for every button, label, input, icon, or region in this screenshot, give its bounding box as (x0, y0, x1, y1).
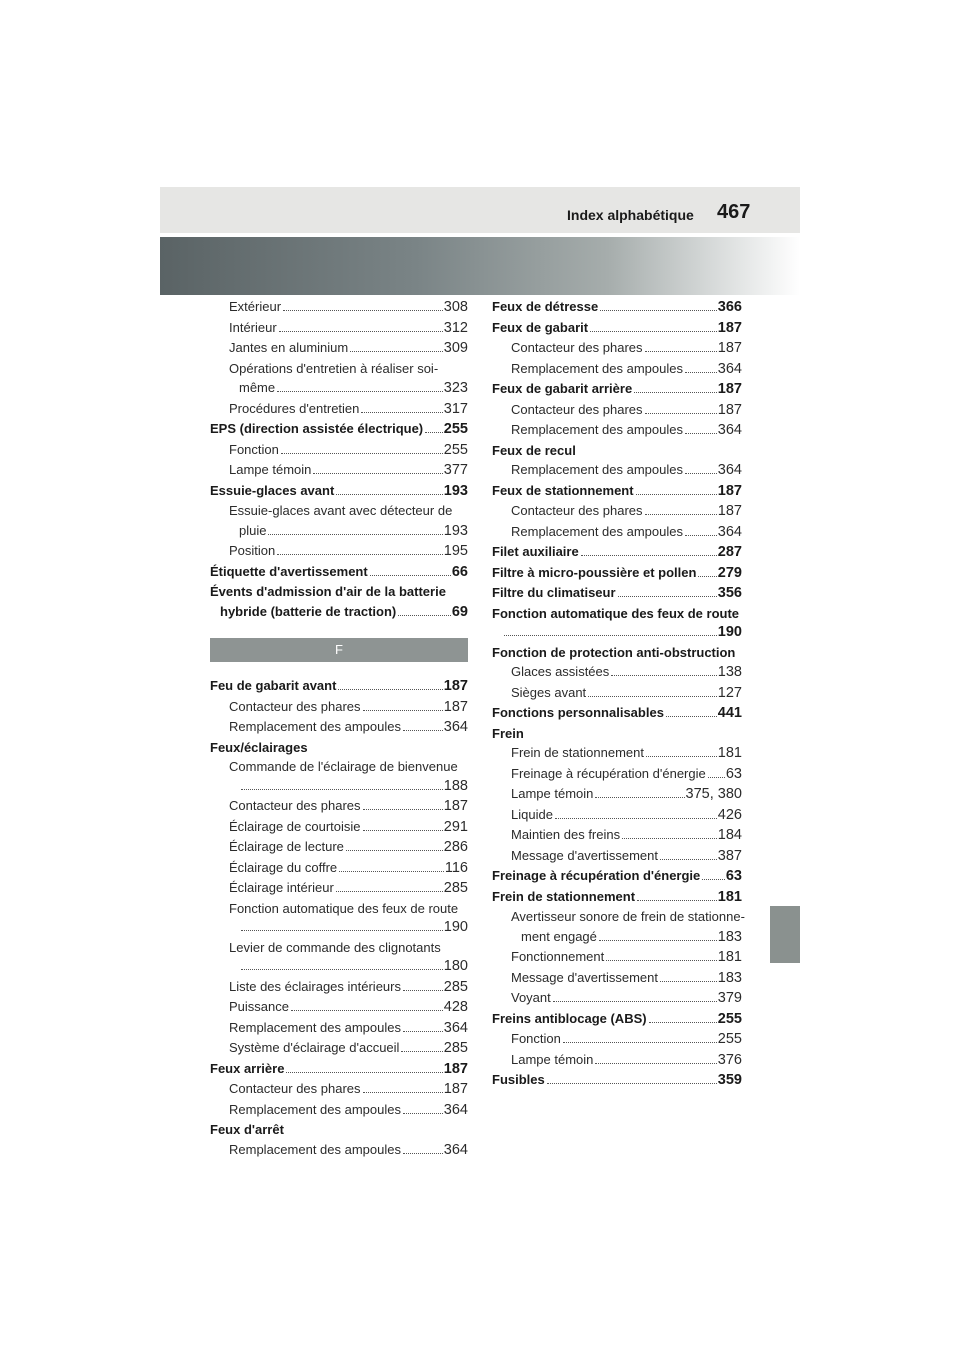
page-reference: 190 (443, 919, 468, 935)
dot-leader (660, 981, 717, 982)
index-entry (492, 866, 742, 887)
index-entry (492, 1009, 742, 1030)
entry-label: Fusibles (492, 1070, 546, 1090)
dot-leader (698, 576, 716, 577)
entry-label: Éclairage intérieur (229, 878, 335, 898)
page-reference: 308 (443, 299, 468, 315)
page-reference: 187 (443, 798, 468, 814)
index-subentry (210, 837, 468, 858)
index-subentry (210, 359, 468, 379)
dot-leader (363, 1092, 443, 1093)
entry-label: Contacteur des phares (229, 1079, 362, 1099)
page-reference: 180 (443, 958, 468, 974)
dot-leader (553, 1001, 717, 1002)
dot-leader (286, 1072, 442, 1073)
page-reference: 187 (443, 1060, 468, 1077)
entry-label: Lampe témoin (511, 1050, 594, 1070)
index-subentry (210, 977, 468, 998)
dot-leader (611, 675, 717, 676)
dot-leader (685, 372, 717, 373)
dot-leader (636, 494, 717, 495)
index-subentry (492, 522, 742, 543)
entry-label: Voyant (511, 988, 552, 1008)
index-entry (492, 379, 742, 400)
dot-leader (403, 1031, 443, 1032)
index-subentry (210, 899, 468, 919)
index-subentry (492, 662, 742, 683)
dot-leader (666, 716, 717, 717)
index-subentry (492, 338, 742, 359)
page-reference: 66 (451, 563, 468, 580)
index-subentry (492, 825, 742, 846)
index-subentry (492, 846, 742, 867)
index-subentry (492, 1050, 742, 1071)
entry-label: Feux/éclairages (210, 739, 308, 755)
entry-label: Étiquette d'avertissement (210, 562, 369, 582)
page-reference: 63 (725, 868, 742, 884)
entry-label: hybride (batterie de traction) (220, 602, 397, 622)
entry-label: Frein de stationnement (511, 743, 645, 763)
entry-label: Intérieur (229, 318, 278, 338)
page-reference: 255 (443, 441, 468, 458)
page-reference: 375, 380 (685, 786, 742, 802)
dot-leader (504, 635, 717, 636)
page-reference: 255 (717, 1010, 742, 1027)
entry-label: Remplacement des ampoules (511, 522, 684, 542)
page-reference: 138 (717, 664, 742, 680)
dot-leader (241, 789, 443, 790)
index-subentry (210, 440, 468, 461)
entry-label: Fonction automatique des feux de route (229, 900, 459, 916)
page-reference: 287 (717, 544, 742, 560)
entry-label: ment engagé (521, 927, 598, 947)
entry-label: Sièges avant (511, 683, 587, 703)
header-gradient-band (160, 237, 800, 295)
index-subentry (492, 400, 742, 421)
index-subentry (492, 805, 742, 826)
entry-label: Système d'éclairage d'accueil (229, 1038, 400, 1058)
index-subentry (210, 997, 468, 1018)
dot-leader (277, 554, 443, 555)
dot-leader (336, 494, 443, 495)
entry-label: Freins antiblocage (ABS) (492, 1009, 648, 1029)
index-subentry (492, 359, 742, 380)
entry-label: Éclairage du coffre (229, 858, 338, 878)
entry-label: Fonction (229, 440, 280, 460)
page-reference: 188 (443, 777, 468, 794)
index-subentry (210, 858, 468, 879)
page-reference: 183 (717, 969, 742, 986)
index-entry (210, 582, 468, 602)
entry-label: Commande de l'éclairage de bienvenue (229, 759, 458, 774)
page-reference: 364 (443, 1141, 468, 1158)
index-entry (492, 724, 742, 744)
page-reference: 364 (443, 719, 468, 735)
entry-label: Éclairage de lecture (229, 837, 345, 857)
index-entry (492, 318, 742, 339)
index-entry (210, 1059, 468, 1080)
entry-label: Message d'avertissement (511, 846, 659, 866)
entry-label: même (239, 378, 276, 398)
page-reference: 255 (717, 1031, 742, 1047)
page-reference: 116 (444, 859, 468, 876)
entry-label: Avertisseur sonore de frein de stationne- (511, 909, 745, 924)
page-reference: 285 (443, 1040, 468, 1056)
dot-leader (363, 809, 443, 810)
page-reference: 183 (717, 928, 742, 945)
page-reference: 187 (717, 319, 742, 336)
page-reference: 309 (443, 340, 468, 356)
page-reference: 286 (443, 839, 468, 855)
index-entry (492, 441, 742, 461)
entry-label: Feux arrière (210, 1059, 285, 1079)
entry-label: Lampe témoin (229, 460, 312, 480)
dot-leader (401, 1051, 442, 1052)
page-reference: 291 (443, 818, 468, 835)
index-entry (210, 602, 468, 623)
entry-label: Filtre à micro-poussière et pollen (492, 563, 697, 583)
index-entry (492, 563, 742, 584)
index-entry (210, 419, 468, 440)
dot-leader (338, 689, 442, 690)
index-subentry (492, 784, 742, 805)
index-subentry (492, 501, 742, 522)
page-reference: 317 (443, 400, 468, 417)
dot-leader (685, 535, 717, 536)
index-subentry (492, 947, 742, 968)
dot-leader (403, 990, 443, 991)
page-reference: 364 (717, 523, 742, 540)
entry-label: Éclairage de courtoisie (229, 817, 362, 837)
dot-leader (361, 412, 442, 413)
dot-leader (645, 514, 717, 515)
page-reference: 187 (443, 698, 468, 715)
page-reference: 387 (717, 847, 742, 864)
index-entry (210, 481, 468, 502)
index-entry (492, 1070, 742, 1091)
index-entry (492, 481, 742, 502)
entry-label: Filtre du climatiseur (492, 583, 617, 603)
entry-label: Essuie-glaces avant avec détecteur de (229, 503, 453, 518)
page-reference: 187 (717, 381, 742, 397)
index-subentry (492, 988, 742, 1009)
page-reference: 181 (717, 888, 742, 905)
index-column-right (492, 297, 745, 1091)
entry-label: Extérieur (229, 297, 282, 317)
entry-label: Fonction automatique des feux de route (492, 605, 740, 621)
entry-label: Jantes en aluminium (229, 338, 349, 358)
index-subentry (210, 318, 468, 339)
index-entry (492, 297, 742, 318)
dot-leader (363, 710, 443, 711)
dot-leader (277, 391, 443, 392)
entry-label: pluie (239, 521, 267, 541)
entry-label: Procédures d'entretien (229, 399, 360, 419)
page-reference: 323 (443, 380, 468, 396)
entry-label: Remplacement des ampoules (511, 420, 684, 440)
dot-leader (685, 433, 717, 434)
entry-label: Message d'avertissement (511, 968, 659, 988)
index-subentry (210, 460, 468, 481)
dot-leader (339, 871, 444, 872)
entry-label: Freinage à récupération d'énergie (511, 764, 707, 784)
index-subentry (210, 297, 468, 318)
entry-label: Opérations d'entretien à réaliser soi- (229, 360, 439, 376)
entry-label: Feux de stationnement (492, 481, 635, 501)
index-subentry (492, 460, 742, 481)
dot-leader (702, 879, 725, 880)
index-subentry (210, 697, 468, 718)
page-reference: 426 (717, 806, 742, 823)
page-reference: 193 (443, 522, 468, 539)
page-reference: 379 (717, 990, 742, 1006)
index-subentry (492, 927, 742, 948)
index-entry (492, 583, 742, 604)
page-reference: 255 (443, 421, 468, 437)
page-reference: 181 (717, 745, 742, 761)
entry-label: Frein (492, 725, 524, 741)
entry-label: Remplacement des ampoules (229, 1018, 402, 1038)
page-reference: 127 (717, 684, 742, 701)
dot-leader (425, 432, 443, 433)
dot-leader (313, 473, 442, 474)
index-subentry (210, 796, 468, 817)
entry-label: Filet auxiliaire (492, 542, 580, 562)
entry-label: Fonction (511, 1029, 562, 1049)
page-reference: 187 (717, 340, 742, 356)
page-reference: 364 (443, 1019, 468, 1036)
dot-leader (398, 615, 451, 616)
entry-label: Remplacement des ampoules (511, 460, 684, 480)
page-reference: 181 (717, 949, 742, 965)
dot-leader (241, 930, 443, 931)
page-reference: 195 (443, 543, 468, 559)
entry-label: Contacteur des phares (229, 697, 362, 717)
index-subentry (210, 717, 468, 738)
dot-leader (708, 777, 725, 778)
entry-label: Contacteur des phares (511, 400, 644, 420)
entry-label: Lampe témoin (511, 784, 594, 804)
index-subentry (492, 683, 742, 704)
dot-leader (241, 969, 443, 970)
entry-label: Contacteur des phares (229, 796, 362, 816)
page-number: 467 (717, 201, 751, 223)
header-band (160, 187, 800, 233)
index-subentry (210, 501, 468, 521)
dot-leader (606, 960, 717, 961)
entry-label: Freinage à récupération d'énergie (492, 866, 701, 886)
dot-leader (283, 310, 443, 311)
section-header: F (210, 638, 468, 662)
index-subentry (492, 907, 745, 927)
dot-leader (646, 756, 717, 757)
index-entry (492, 703, 742, 724)
index-subentry (210, 338, 468, 359)
entry-label: Position (229, 541, 276, 561)
page-reference: 359 (717, 1072, 742, 1088)
index-subentry (210, 757, 468, 777)
entry-label: Remplacement des ampoules (229, 1100, 402, 1120)
index-entry (492, 542, 742, 563)
index-subentry (210, 878, 468, 899)
entry-label: EPS (direction assistée électrique) (210, 419, 424, 439)
dot-leader (649, 1022, 717, 1023)
entry-label: Remplacement des ampoules (229, 717, 402, 737)
page-reference: 377 (443, 462, 468, 478)
index-entry (492, 643, 742, 663)
entry-label: Liste des éclairages intérieurs (229, 977, 402, 997)
index-subentry (210, 1038, 468, 1059)
index-entry (210, 738, 468, 758)
page-reference: 190 (717, 624, 742, 640)
page-reference: 187 (717, 482, 742, 499)
dot-leader (645, 413, 717, 414)
index-subentry (210, 1079, 468, 1100)
index-entry (492, 887, 742, 908)
dot-leader (336, 891, 443, 892)
entry-label: Feux de recul (492, 442, 576, 458)
index-subentry (210, 1018, 468, 1039)
page-reference: 312 (443, 319, 468, 336)
entry-label: Remplacement des ampoules (229, 1140, 402, 1160)
entry-label: Feux de gabarit arrière (492, 379, 633, 399)
dot-leader (403, 1113, 443, 1114)
page-reference: 69 (451, 603, 468, 620)
page-reference: 364 (717, 422, 742, 438)
index-subentry (210, 918, 468, 938)
index-entry (210, 562, 468, 583)
dot-leader (685, 473, 717, 474)
index-subentry (210, 399, 468, 420)
index-entry (492, 623, 742, 643)
index-entry (210, 1120, 468, 1140)
page-reference: 376 (717, 1051, 742, 1068)
dot-leader (555, 818, 717, 819)
index-subentry (210, 938, 468, 958)
dot-leader (363, 830, 443, 831)
entry-label: Maintien des freins (511, 825, 621, 845)
entry-label: Frein de stationnement (492, 887, 636, 907)
dot-leader (588, 696, 717, 697)
dot-leader (563, 1042, 717, 1043)
entry-label: Feux d'arrêt (210, 1122, 284, 1137)
dot-leader (547, 1083, 717, 1084)
index-subentry (492, 1029, 742, 1050)
dot-leader (346, 850, 443, 851)
index-column-left (210, 297, 468, 1160)
side-tab-marker (770, 906, 800, 963)
index-entry (210, 676, 468, 697)
dot-leader (637, 900, 717, 901)
page-reference: 285 (443, 880, 468, 896)
dot-leader (291, 1010, 443, 1011)
dot-leader (268, 534, 442, 535)
entry-label: Contacteur des phares (511, 338, 644, 358)
dot-leader (618, 596, 717, 597)
dot-leader (599, 940, 717, 941)
page-reference: 441 (717, 705, 742, 721)
page-reference: 364 (717, 462, 742, 478)
dot-leader (403, 730, 443, 731)
entry-label: Feux de détresse (492, 297, 599, 317)
index-subentry (492, 764, 742, 785)
entry-label: Fonction de protection anti-obstruction (492, 644, 736, 660)
page-reference: 364 (717, 360, 742, 377)
page-reference: 285 (443, 978, 468, 995)
dot-leader (370, 575, 451, 576)
index-subentry (210, 541, 468, 562)
entry-label: Fonctionnement (511, 947, 605, 967)
index-subentry (210, 1100, 468, 1121)
index-subentry (492, 743, 742, 764)
index-subentry (492, 968, 742, 989)
entry-label: Glaces assistées (511, 662, 610, 682)
page-reference: 187 (443, 678, 468, 694)
dot-leader (660, 859, 717, 860)
entry-label: Feux de gabarit (492, 318, 589, 338)
entry-label: Remplacement des ampoules (511, 359, 684, 379)
entry-label: Essuie-glaces avant (210, 481, 335, 501)
dot-leader (595, 1063, 716, 1064)
index-subentry (210, 957, 468, 977)
dot-leader (600, 310, 717, 311)
entry-label: Liquide (511, 805, 554, 825)
entry-label: Contacteur des phares (511, 501, 644, 521)
page-reference: 187 (443, 1081, 468, 1097)
dot-leader (403, 1153, 443, 1154)
page-reference: 428 (443, 999, 468, 1015)
dot-leader (645, 351, 717, 352)
index-subentry (210, 378, 468, 399)
dot-leader (622, 838, 717, 839)
dot-leader (634, 392, 717, 393)
page-reference: 356 (717, 585, 742, 601)
dot-leader (590, 331, 717, 332)
header-title: Index alphabétique (567, 207, 694, 223)
index-entry (492, 604, 742, 624)
dot-leader (595, 797, 684, 798)
page-reference: 193 (443, 482, 468, 499)
dot-leader (350, 351, 443, 352)
page-reference: 279 (717, 564, 742, 581)
page-reference: 187 (717, 401, 742, 418)
dot-leader (281, 453, 443, 454)
page-reference: 364 (443, 1101, 468, 1118)
dot-leader (279, 331, 443, 332)
entry-label: Levier de commande des clignotants (229, 939, 441, 955)
index-subentry (210, 1140, 468, 1161)
index-subentry (492, 420, 742, 441)
entry-label: Puissance (229, 997, 290, 1017)
page-reference: 366 (717, 299, 742, 315)
page-reference: 63 (725, 765, 742, 782)
index-subentry (210, 777, 468, 797)
page-reference: 187 (717, 503, 742, 519)
index-subentry (210, 521, 468, 542)
index-subentry (210, 817, 468, 838)
dot-leader (581, 555, 717, 556)
entry-label: Feu de gabarit avant (210, 676, 337, 696)
page-reference: 184 (717, 827, 742, 843)
entry-label: Évents d'admission d'air de la batterie (210, 584, 446, 599)
entry-label: Fonctions personnalisables (492, 703, 665, 723)
